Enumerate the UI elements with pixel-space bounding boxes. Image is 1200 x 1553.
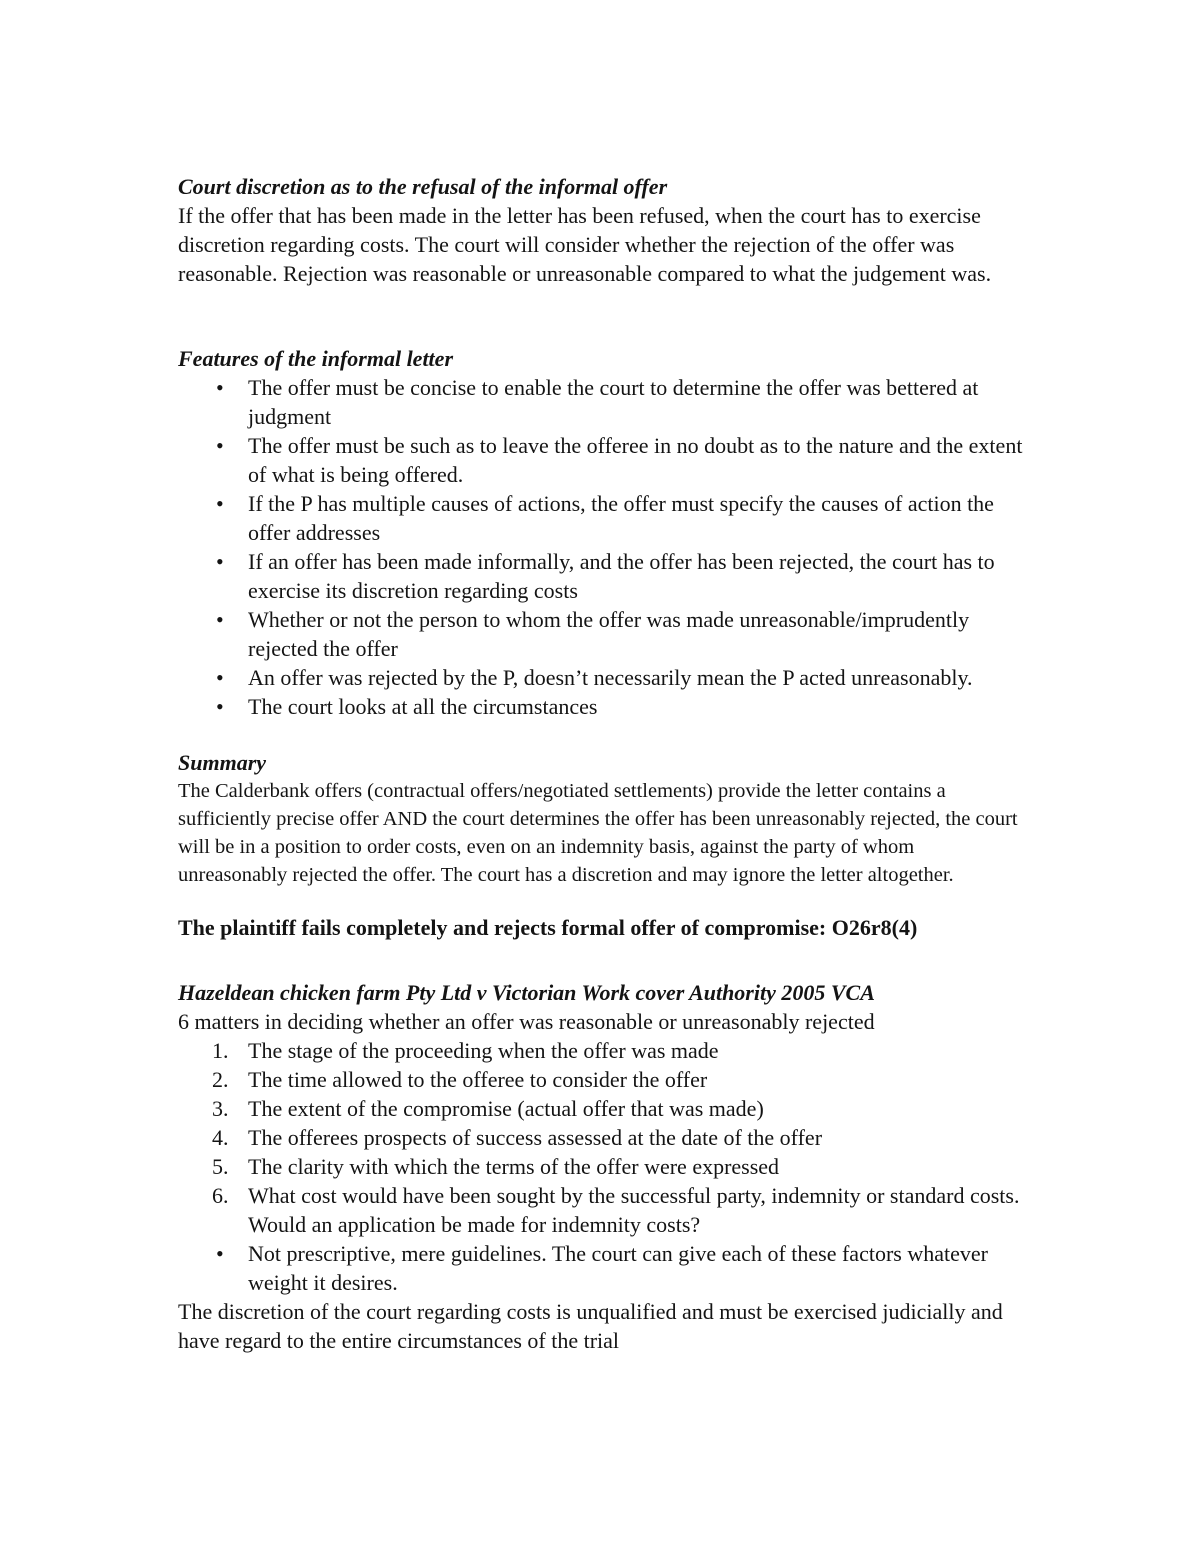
list-item-text: The offer must be such as to leave the offeree in no doubt as to the nature and the extent of what is being offered.: [248, 433, 1023, 487]
list-item: [178, 489, 1026, 547]
numbered-item: [178, 1094, 1026, 1123]
paragraph-summary: The Calderbank offers (contractual offers/negotiated settlements) provide the letter contains a sufficiently precise offer AND the court determines the offer has been unreasonably rejected, the court will be in a position to order costs, even on an indemnity basis, against the party of whom unreasonably rejected the offer. The court has a discretion and may ignore the letter altogether.: [178, 780, 1018, 886]
list-item: [178, 431, 1026, 489]
bullet-icon: •: [216, 694, 224, 719]
item-number: 1.: [212, 1038, 229, 1063]
bullet-icon: •: [216, 607, 224, 632]
paragraph-closing: The discretion of the court regarding costs is unqualified and must be exercised judicially and have regard to the entire circumstances of the trial: [178, 1299, 1003, 1353]
list-item-text: Not prescriptive, mere guidelines. The court can give each of these factors whatever weight it desires.: [248, 1241, 988, 1295]
item-number: 5.: [212, 1154, 229, 1179]
numbered-item-text: The time allowed to the offeree to consider the offer: [248, 1067, 708, 1092]
heading-hazeldean-case: Hazeldean chicken farm Pty Ltd v Victorian Work cover Authority 2005 VCA: [178, 980, 875, 1005]
numbered-item-text: What cost would have been sought by the successful party, indemnity or standard costs. Would an application be made for indemnity costs?: [248, 1183, 1020, 1237]
numbered-item: [178, 1181, 1026, 1239]
paragraph-court-discretion: If the offer that has been made in the letter has been refused, when the court has to exercise discretion regarding costs. The court will consider whether the rejection of the offer was reasonable. Rejection was reasonable or unreasonable compared to what the judgement was.: [178, 203, 992, 286]
list-item: [178, 547, 1026, 605]
bullet-icon: •: [216, 665, 224, 690]
paragraph-six-matters-intro: 6 matters in deciding whether an offer was reasonable or unreasonably rejected: [178, 1009, 875, 1034]
numbered-item-text: The stage of the proceeding when the offer was made: [248, 1038, 719, 1063]
heading-court-discretion: Court discretion as to the refusal of the informal offer: [178, 174, 668, 199]
bullet-icon: •: [216, 1241, 224, 1266]
list-item-text: If an offer has been made informally, and the offer has been rejected, the court has to exercise its discretion regarding costs: [248, 549, 995, 603]
heading-summary: Summary: [178, 750, 267, 775]
six-matters-numbered-list: [178, 1036, 1026, 1297]
numbered-item: [178, 1152, 1026, 1181]
list-item: [178, 1239, 1026, 1297]
numbered-item-text: The extent of the compromise (actual offer that was made): [248, 1096, 764, 1121]
numbered-item-text: The clarity with which the terms of the offer were expressed: [248, 1154, 780, 1179]
list-item-text: An offer was rejected by the P, doesn’t necessarily mean the P acted unreasonably.: [248, 665, 973, 690]
bullet-icon: •: [216, 375, 224, 400]
list-item-text: Whether or not the person to whom the offer was made unreasonable/imprudently rejected the offer: [248, 607, 970, 661]
numbered-item-text: The offerees prospects of success assessed at the date of the offer: [248, 1125, 823, 1150]
item-number: 6.: [212, 1183, 229, 1208]
numbered-item: [178, 1065, 1026, 1094]
list-item-text: The court looks at all the circumstances: [248, 694, 598, 719]
bullet-icon: •: [216, 491, 224, 516]
item-number: 2.: [212, 1067, 229, 1092]
item-number: 4.: [212, 1125, 229, 1150]
document-content: [178, 172, 1026, 1355]
heading-features: Features of the informal letter: [178, 346, 453, 371]
heading-plaintiff-fails: The plaintiff fails completely and rejects formal offer of compromise: O26r8(4): [178, 915, 918, 940]
list-item: [178, 373, 1026, 431]
bullet-icon: •: [216, 549, 224, 574]
numbered-item: [178, 1036, 1026, 1065]
item-number: 3.: [212, 1096, 229, 1121]
bullet-icon: •: [216, 433, 224, 458]
list-item-text: If the P has multiple causes of actions, the offer must specify the causes of action the offer addresses: [248, 491, 994, 545]
numbered-item: [178, 1123, 1026, 1152]
list-item: [178, 605, 1026, 663]
list-item-text: The offer must be concise to enable the court to determine the offer was bettered at judgment: [248, 375, 979, 429]
list-item: [178, 692, 1026, 721]
list-item: [178, 663, 1026, 692]
features-bullet-list: [178, 373, 1026, 721]
